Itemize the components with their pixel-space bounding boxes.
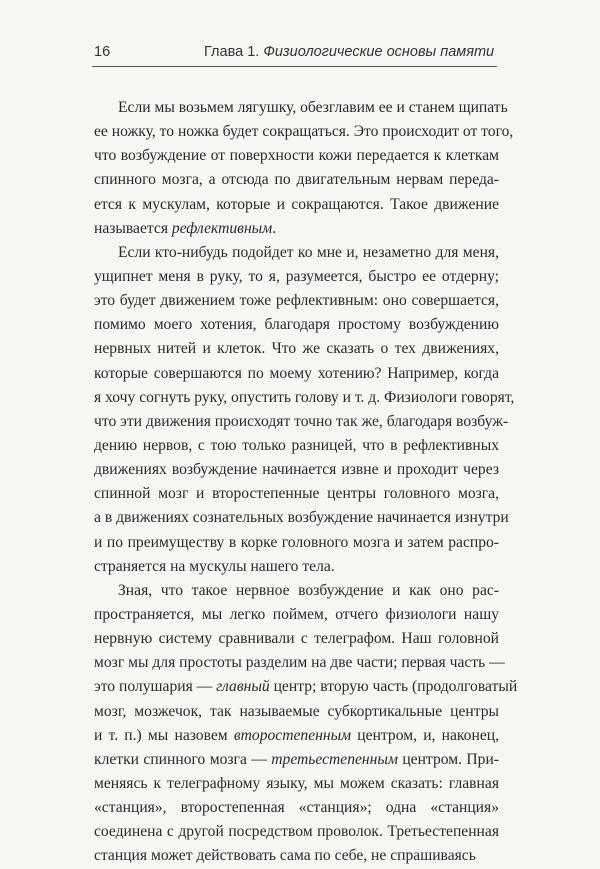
text-run: ущипнет меня в руку, то я, разумеется, быстро ее отдерну; [94,267,499,285]
page-number: 16 [94,44,111,60]
text-line [94,289,499,313]
text-line [94,458,499,482]
text-line [94,651,505,675]
text-run: станция может действовать сама по себе, не спрашиваясь [94,847,476,865]
text-run: это будет движением тоже рефлективным: оно совершается, [94,292,499,310]
text-line [94,772,499,796]
text-line [94,603,499,627]
text-line [94,579,499,603]
text-run: спинного мозга, а отсюда по двигательным нервам переда- [94,171,499,189]
text-run: центром. При- [397,750,499,768]
chapter-label: Глава 1. [204,44,260,60]
text-run: что возбуждение от поверхности кожи передается к клеткам [94,147,499,165]
text-run: меняясь к телеграфному языку, мы можем сказать: главная [94,774,499,792]
emphasized-term: второстепенным [233,726,352,744]
text-line [94,193,499,217]
chapter-heading [204,44,494,60]
text-run: Если кто-нибудь подойдет ко мне и, незаметно для меня, [118,243,499,261]
text-line [94,120,514,144]
text-line [94,531,499,555]
text-run: дению нервов, с тою только разницей, что в рефлективных [94,436,499,454]
text-run: ее ножку, то ножка будет сокращаться. Это происходит от того, [94,123,514,141]
text-run: страняется на мускулы нашего тела. [94,557,335,575]
text-line [94,506,509,530]
text-run: мозг мы для простоты разделим на две части; первая часть — [94,654,505,672]
text-run: движениях возбуждение начинается извне и проходит через [94,461,499,479]
text-run: пространяется, мы легко поймем, отчего физиологи нашу [94,605,499,623]
text-run: Если мы возьмем лягушку, обезглавим ее и станем щипать [118,99,508,116]
text-line [94,482,499,506]
text-run: спинной мозг и второстепенные центры головного мозга, [94,485,499,503]
text-run: а в движениях сознательных возбуждение начинается изнутри [94,509,509,527]
text-line [94,675,518,699]
text-line [94,313,499,337]
text-line [94,337,499,361]
text-line [94,724,499,748]
text-line [94,700,499,724]
text-line [94,168,499,192]
text-line [94,820,499,844]
running-header [92,42,497,67]
text-line [94,362,499,386]
text-run: соединена с другой посредством проволок. Третьестепенная [94,823,499,841]
text-run: «станция», второстепенная «станция»; одна «станция» [94,799,499,817]
text-run: это полушария — [94,678,217,696]
text-run: ется к мускулам, которые и сокращаются. Такое движение [94,195,499,213]
text-line [94,217,499,241]
body-text [94,96,518,869]
emphasized-term: главный [216,678,270,696]
text-run: Зная, что такое нервное возбуждение и как оно рас- [118,581,499,599]
text-run: нервных нитей и клеток. Что же сказать о тех движениях, [94,340,499,358]
text-run: центром, и, наконец, [351,726,499,744]
text-line [94,796,499,820]
text-run: я хочу согнуть руку, опустить голову и т. д. Физиологи говорят, [94,388,515,406]
emphasized-term: третьестепенным [271,750,398,768]
text-line [94,241,499,265]
text-run: которые совершаются по моему хотению? Например, когда [94,364,499,382]
text-run: и по преимуществу в корке головного мозга и затем распро- [94,533,499,551]
text-run: клетки спинного мозга — [94,750,272,768]
text-run: . [272,219,277,237]
text-run: центр; вторую часть (продолговатый [269,678,518,696]
text-run: что эти движения происходят точно так же, благодаря возбуж- [94,412,509,430]
text-run: называется [94,219,172,237]
text-line [94,144,499,168]
text-line [94,555,499,579]
text-line [94,386,515,410]
emphasized-term: рефлективным [171,219,273,237]
text-run: нервную систему сравнивали с телеграфом. Наш головной [94,630,499,648]
text-line [94,627,499,651]
text-line [94,410,509,434]
text-line [94,748,499,772]
text-line [94,96,508,120]
text-run: помимо моего хотения, благодаря простому возбуждению [94,316,499,334]
text-line [94,844,499,868]
text-line [94,434,499,458]
text-run: мозг, мозжечок, так называемые субкортикальные центры [94,702,499,720]
chapter-title: Физиологические основы памяти [263,44,495,60]
text-run: и т. п.) мы назовем [94,726,234,744]
text-line [94,265,499,289]
